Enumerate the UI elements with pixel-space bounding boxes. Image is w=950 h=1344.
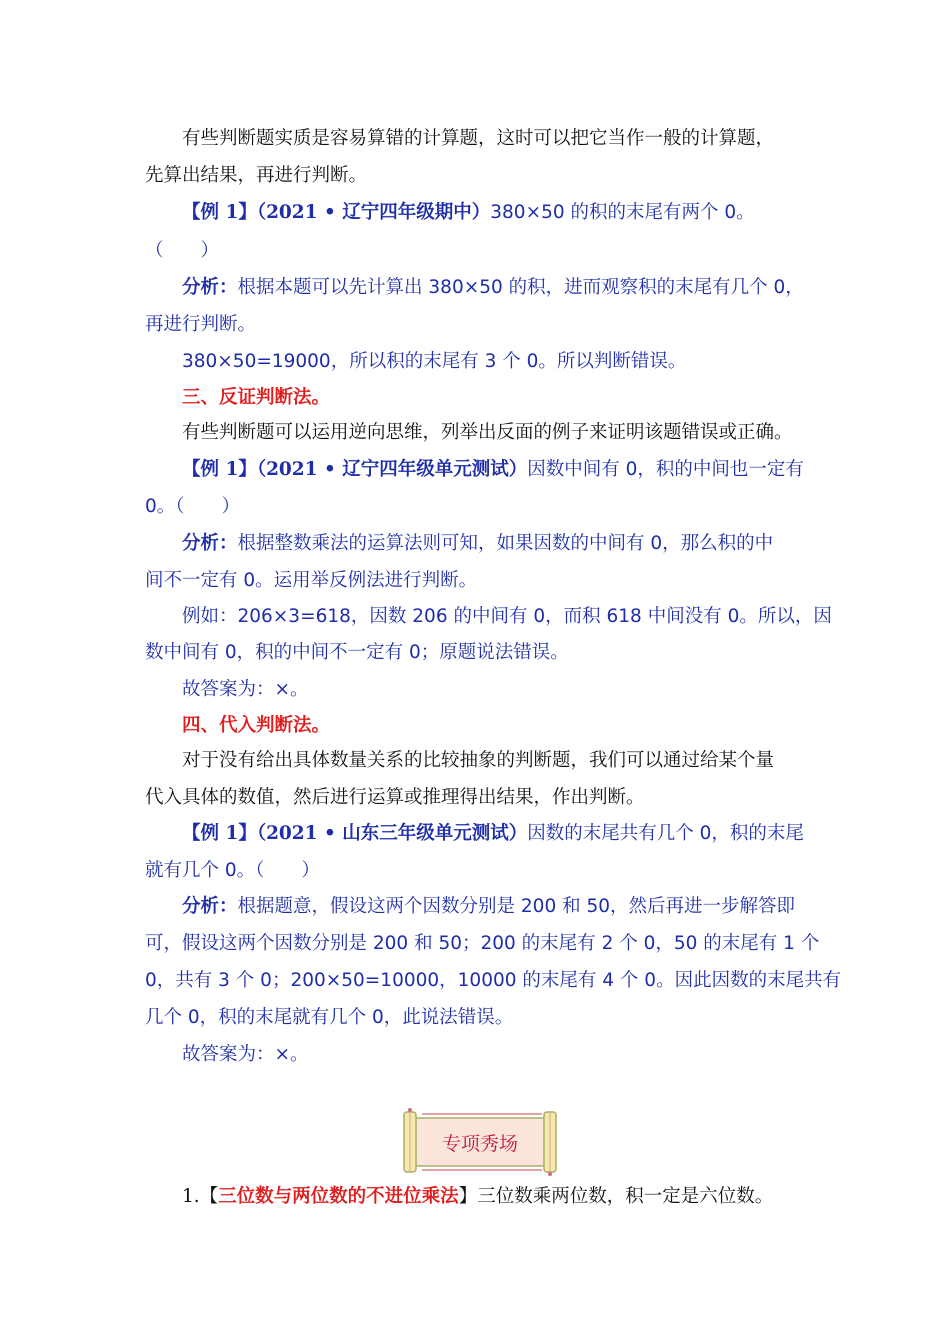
example-text: 380×50 的积的末尾有两个 0。 bbox=[490, 202, 755, 223]
example-text: 因数中间有 0，积的中间也一定有 bbox=[527, 459, 804, 480]
sec4-answer: 故答案为：×。 bbox=[182, 1044, 309, 1065]
sec3-example-proof-line-2: 数中间有 0，积的中间不一定有 0；原题说法错误。 bbox=[145, 642, 569, 663]
sec4-example-line-1 bbox=[182, 821, 804, 847]
sec2-analysis-line-2: 再进行判断。 bbox=[145, 314, 257, 335]
sec3-example-line-1 bbox=[182, 457, 804, 483]
sec3-analysis-line-2: 间不一定有 0。运用举反例法进行判断。 bbox=[145, 570, 478, 591]
question-tag: 三位数与两位数的不进位乘法 bbox=[218, 1186, 459, 1207]
sec2-intro-line-2: 先算出结果，再进行判断。 bbox=[145, 165, 368, 186]
sec3-heading: 三、反证判断法。 bbox=[182, 387, 331, 408]
analysis-label: 分析： bbox=[182, 277, 238, 298]
sec2-result: 380×50=19000，所以积的末尾有 3 个 0。所以判断错误。 bbox=[182, 351, 687, 372]
sec4-heading: 四、代入判断法。 bbox=[182, 715, 331, 736]
sec4-intro-line-2: 代入具体的数值，然后进行运算或推理得出结果，作出判断。 bbox=[145, 787, 645, 808]
sec4-analysis-line-3: 0，共有 3 个 0；200×50=10000，10000 的末尾有 4 个 0。因此因数的末尾共有 bbox=[145, 970, 842, 991]
sec4-analysis-line-4: 几个 0，积的末尾就有几个 0，此说法错误。 bbox=[145, 1007, 514, 1028]
tag-open-bracket: 【 bbox=[199, 1186, 219, 1207]
question-number: 1. bbox=[182, 1186, 200, 1207]
sec3-example-proof-line-1: 例如：206×3=618，因数 206 的中间有 0，而积 618 中间没有 0。所以，因 bbox=[182, 606, 832, 627]
analysis-text: 根据题意，假设这两个因数分别是 200 和 50，然后再进一步解答即 bbox=[237, 896, 796, 917]
sec3-answer: 故答案为：×。 bbox=[182, 679, 309, 700]
tag-close-bracket: 】 bbox=[458, 1186, 478, 1207]
question-text: 三位数乘两位数，积一定是六位数。 bbox=[477, 1186, 774, 1207]
banner-title: 专项秀场 bbox=[441, 1132, 518, 1155]
answer-parentheses: （ ） bbox=[145, 240, 220, 261]
example-text: 因数的末尾共有几个 0，积的末尾 bbox=[527, 823, 804, 844]
section-banner bbox=[402, 1108, 558, 1176]
example-label: 【例 1】（2021 • 辽宁四年级期中） bbox=[182, 202, 491, 223]
sec4-example-line-2: 就有几个 0。（ ） bbox=[145, 860, 320, 881]
analysis-text: 根据本题可以先计算出 380×50 的积，进而观察积的末尾有几个 0， bbox=[237, 277, 804, 298]
analysis-text: 根据整数乘法的运算法则可知，如果因数的中间有 0，那么积的中 bbox=[237, 533, 774, 554]
sec4-analysis-line-2: 可，假设这两个因数分别是 200 和 50；200 的末尾有 2 个 0，50 的末尾有 1 个 bbox=[145, 933, 820, 954]
sec3-intro: 有些判断题可以运用逆向思维，列举出反面的例子来证明该题错误或正确。 bbox=[182, 422, 793, 443]
question-1 bbox=[182, 1184, 773, 1210]
sec2-analysis-line-1 bbox=[182, 275, 804, 301]
analysis-label: 分析： bbox=[182, 533, 238, 554]
sec3-example-line-2: 0。（ ） bbox=[145, 496, 241, 517]
analysis-label: 分析： bbox=[182, 896, 238, 917]
sec4-intro-line-1: 对于没有给出具体数量关系的比较抽象的判断题，我们可以通过给某个量 bbox=[182, 750, 775, 771]
example-label: 【例 1】（2021 • 山东三年级单元测试） bbox=[182, 823, 528, 844]
sec2-intro-line-1: 有些判断题实质是容易算错的计算题，这时可以把它当作一般的计算题， bbox=[182, 128, 775, 149]
sec2-example bbox=[182, 200, 755, 226]
sec4-analysis-line-1 bbox=[182, 894, 795, 920]
example-label: 【例 1】（2021 • 辽宁四年级单元测试） bbox=[182, 459, 528, 480]
sec3-analysis-line-1 bbox=[182, 531, 773, 557]
